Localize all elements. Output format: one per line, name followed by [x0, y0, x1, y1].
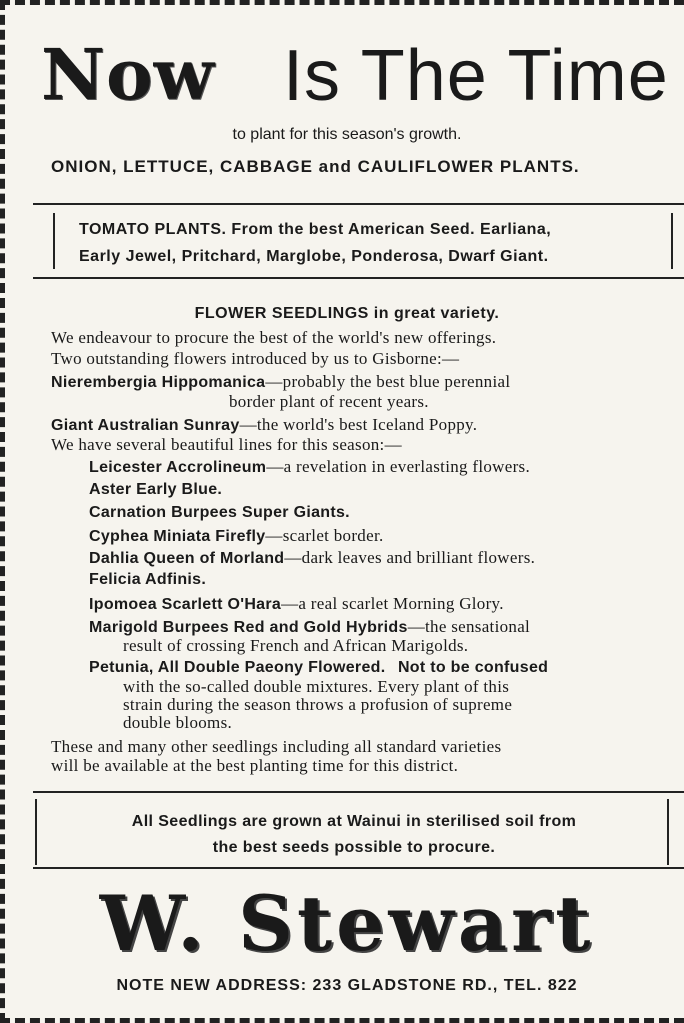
leicester-name: Leicester Accrolineum — [89, 459, 267, 476]
flower-seedlings-title: FLOWER SEEDLINGS in great variety. — [194, 305, 500, 322]
leicester-item — [89, 457, 530, 477]
subtitle: to plant for this season's growth. — [232, 126, 462, 143]
closing-line-2: will be available at the best planting time for this district. — [51, 756, 459, 775]
cyphea-name: Cyphea Miniata Firefly — [89, 528, 266, 545]
sunray-name: Giant Australian Sunray — [51, 417, 240, 434]
marigold-name: Marigold Burpees Red and Gold Hybrids — [89, 619, 408, 636]
tomato-line-2: Early Jewel, Pritchard, Marglobe, Ponderosa, Dwarf Giant. — [79, 248, 549, 265]
tomato-line-1: TOMATO PLANTS. From the best American Seed. Earliana, — [79, 221, 552, 238]
headline-now: Now — [41, 33, 215, 116]
marigold-desc: —the sensational — [407, 617, 531, 636]
divider-top — [33, 203, 684, 205]
marigold-desc-2: result of crossing French and African Marigolds. — [123, 636, 469, 655]
nierembergia-name: Nierembergia Hippomanica — [51, 374, 266, 391]
intro-line-2: Two outstanding flowers introduced by us to Gisborne:— — [51, 349, 460, 368]
cyphea-item — [89, 526, 384, 546]
plants-line: ONION, LETTUCE, CABBAGE and CAULIFLOWER PLANTS. — [51, 157, 580, 176]
aster-item: Aster Early Blue. — [89, 481, 223, 498]
seedlings-note-box — [35, 799, 669, 865]
dahlia-item — [89, 548, 535, 568]
petunia-desc-2: with the so-called double mixtures. Every plant of this — [123, 677, 510, 696]
note-line-2: the best seeds possible to procure. — [212, 839, 496, 856]
nierembergia-desc-2: border plant of recent years. — [229, 392, 429, 411]
petunia-desc-3: strain during the season throws a profusion of supreme — [123, 695, 513, 714]
divider-middle — [33, 277, 684, 279]
headline-rest: Is The Time — [283, 36, 669, 116]
closing-line-1: These and many other seedlings including all standard varieties — [51, 737, 502, 756]
petunia-desc-1: Not to be confused — [397, 659, 549, 676]
w-stewart-logo: W. Stewart — [99, 879, 595, 968]
felicia-item: Felicia Adfinis. — [89, 571, 207, 588]
dahlia-name: Dahlia Queen of Morland — [89, 550, 285, 567]
ipomoea-desc: —a real scarlet Morning Glory. — [281, 594, 504, 613]
nierembergia-item — [51, 372, 510, 392]
dahlia-desc: —dark leaves and brilliant flowers. — [284, 548, 536, 567]
ipomoea-name: Ipomoea Scarlett O'Hara — [89, 596, 282, 613]
petunia-item — [89, 659, 548, 677]
address-line: NOTE NEW ADDRESS: 233 GLADSTONE RD., TEL. 822 — [116, 977, 578, 994]
lines-intro: We have several beautiful lines for this season:— — [51, 435, 402, 454]
sunray-item — [51, 415, 477, 435]
marigold-item — [89, 617, 530, 637]
intro-line-1: We endeavour to procure the best of the world's new offerings. — [51, 328, 497, 347]
cyphea-desc: —scarlet border. — [265, 526, 384, 545]
leicester-desc: —a revelation in everlasting flowers. — [266, 457, 530, 476]
petunia-desc-4: double blooms. — [123, 713, 233, 732]
carnation-item: Carnation Burpees Super Giants. — [89, 504, 350, 521]
nierembergia-desc: —probably the best blue perennial — [265, 372, 511, 391]
tomato-box — [53, 213, 673, 269]
note-line-1: All Seedlings are grown at Wainui in sterilised soil from — [131, 813, 577, 830]
ipomoea-item — [89, 594, 504, 614]
sunray-desc: —the world's best Iceland Poppy. — [239, 415, 478, 434]
divider-lower — [33, 791, 684, 793]
petunia-name: Petunia, All Double Paeony Flowered. — [89, 659, 386, 676]
divider-bottom — [33, 867, 684, 869]
